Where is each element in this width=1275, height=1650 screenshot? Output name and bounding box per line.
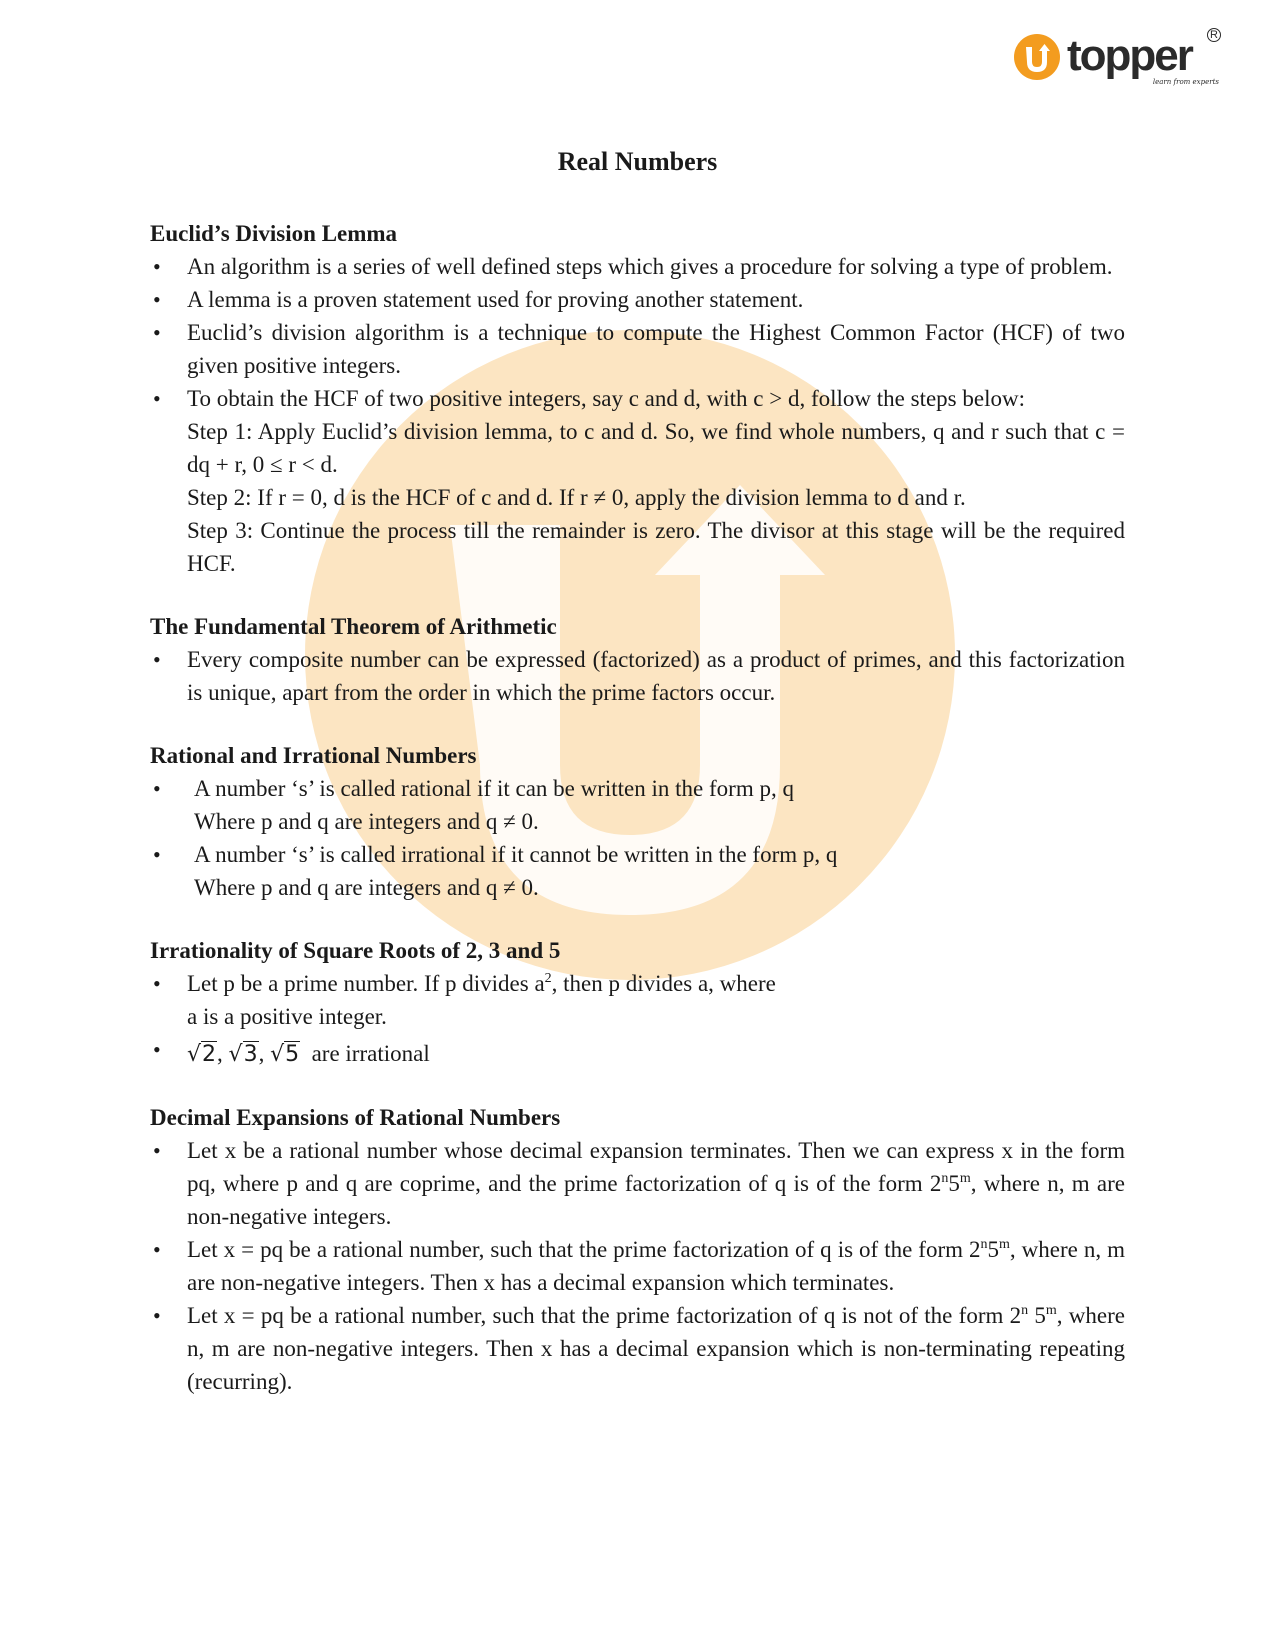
bullet-list <box>150 250 1125 580</box>
section-irrationality <box>150 934 1125 1071</box>
list-item: • Every composite number can be expressed (factorized) as a product of primes, and this factorization is unique, apart from the order in which the prime factors occur. <box>150 643 1125 709</box>
sqrt-5: √5 <box>270 1042 300 1067</box>
logo-tagline: learn from experts <box>1152 78 1219 86</box>
list-item: • Let x be a rational number whose decimal expansion terminates. Then we can express x in the form pq, where p and q are coprime, and the prime factorization of q is of the form 2$^n$5$^m$, where n, m are non-negative integers. <box>150 1134 1125 1233</box>
section-heading: Euclid’s Division Lemma <box>150 221 398 246</box>
bullet-list <box>150 772 1125 904</box>
section-decimal <box>150 1101 1125 1398</box>
registered-mark-icon: R <box>1207 28 1221 42</box>
list-item: • A number ‘s’ is called irrational if it cannot be written in the form p, q Where p and q are integers and q ≠ 0. <box>150 838 1125 904</box>
bullet-list <box>150 643 1125 709</box>
list-item: • Let x = pq be a rational number, such that the prime factorization of q is of the form 2$^n$5$^m$, where n, m are non-negative integers. Then x has a decimal expansion which terminates. <box>150 1233 1125 1299</box>
list-item: • Euclid’s division algorithm is a technique to compute the Highest Common Factor (HCF) of two given positive integers. <box>150 316 1125 382</box>
section-heading: The Fundamental Theorem of Arithmetic <box>150 614 557 639</box>
steps-intro: • To obtain the HCF of two positive integers, say c and d, with c > d, follow the steps below: <box>187 386 1025 411</box>
step-1: Step 1: Apply Euclid’s division lemma, to c and d. So, we find whole numbers, q and r such that c = dq + r, 0 ≤ r < d. <box>187 419 1125 477</box>
section-heading: Decimal Expansions of Rational Numbers <box>150 1105 561 1130</box>
section-heading: Irrationality of Square Roots of 2, 3 and 5 <box>150 938 561 963</box>
brand-logo <box>1013 28 1223 88</box>
bullet-list <box>150 967 1125 1071</box>
logo-badge-icon <box>1013 33 1061 81</box>
list-item <box>150 382 1125 580</box>
step-3: Step 3: Continue the process till the remainder is zero. The divisor at this stage will be the required HCF. <box>187 518 1125 576</box>
section-heading: Rational and Irrational Numbers <box>150 743 477 768</box>
sqrt-2: √2 <box>187 1042 217 1067</box>
document-body <box>150 145 1125 1428</box>
bullet-list <box>150 1134 1125 1398</box>
list-item: • √2, √3, √5 are irrational <box>150 1033 1125 1071</box>
step-2: Step 2: If r = 0, d is the HCF of c and d. If r ≠ 0, apply the division lemma to d and r. <box>187 485 966 510</box>
list-item: • Let p be a prime number. If p divides $a^2$, then p divides a, where a is a positive integer. <box>150 967 1125 1033</box>
logo-wordmark: topper <box>1067 31 1192 80</box>
list-item: • An algorithm is a series of well defined steps which gives a procedure for solving a type of problem. <box>150 250 1125 283</box>
section-rational <box>150 739 1125 904</box>
list-item: • A number ‘s’ is called rational if it can be written in the form p, q Where p and q are integers and q ≠ 0. <box>150 772 1125 838</box>
section-euclid <box>150 217 1125 580</box>
list-item: • Let x = pq be a rational number, such that the prime factorization of q is not of the form 2$^n$ 5$^m$, where n, m are non-negative integers. Then x has a decimal expansion which is non-terminating repeating (recurring). <box>150 1299 1125 1398</box>
sqrt-3: √3 <box>228 1042 258 1067</box>
section-fundamental <box>150 610 1125 709</box>
page-title: Real Numbers <box>557 147 718 176</box>
list-item: • A lemma is a proven statement used for proving another statement. <box>150 283 1125 316</box>
